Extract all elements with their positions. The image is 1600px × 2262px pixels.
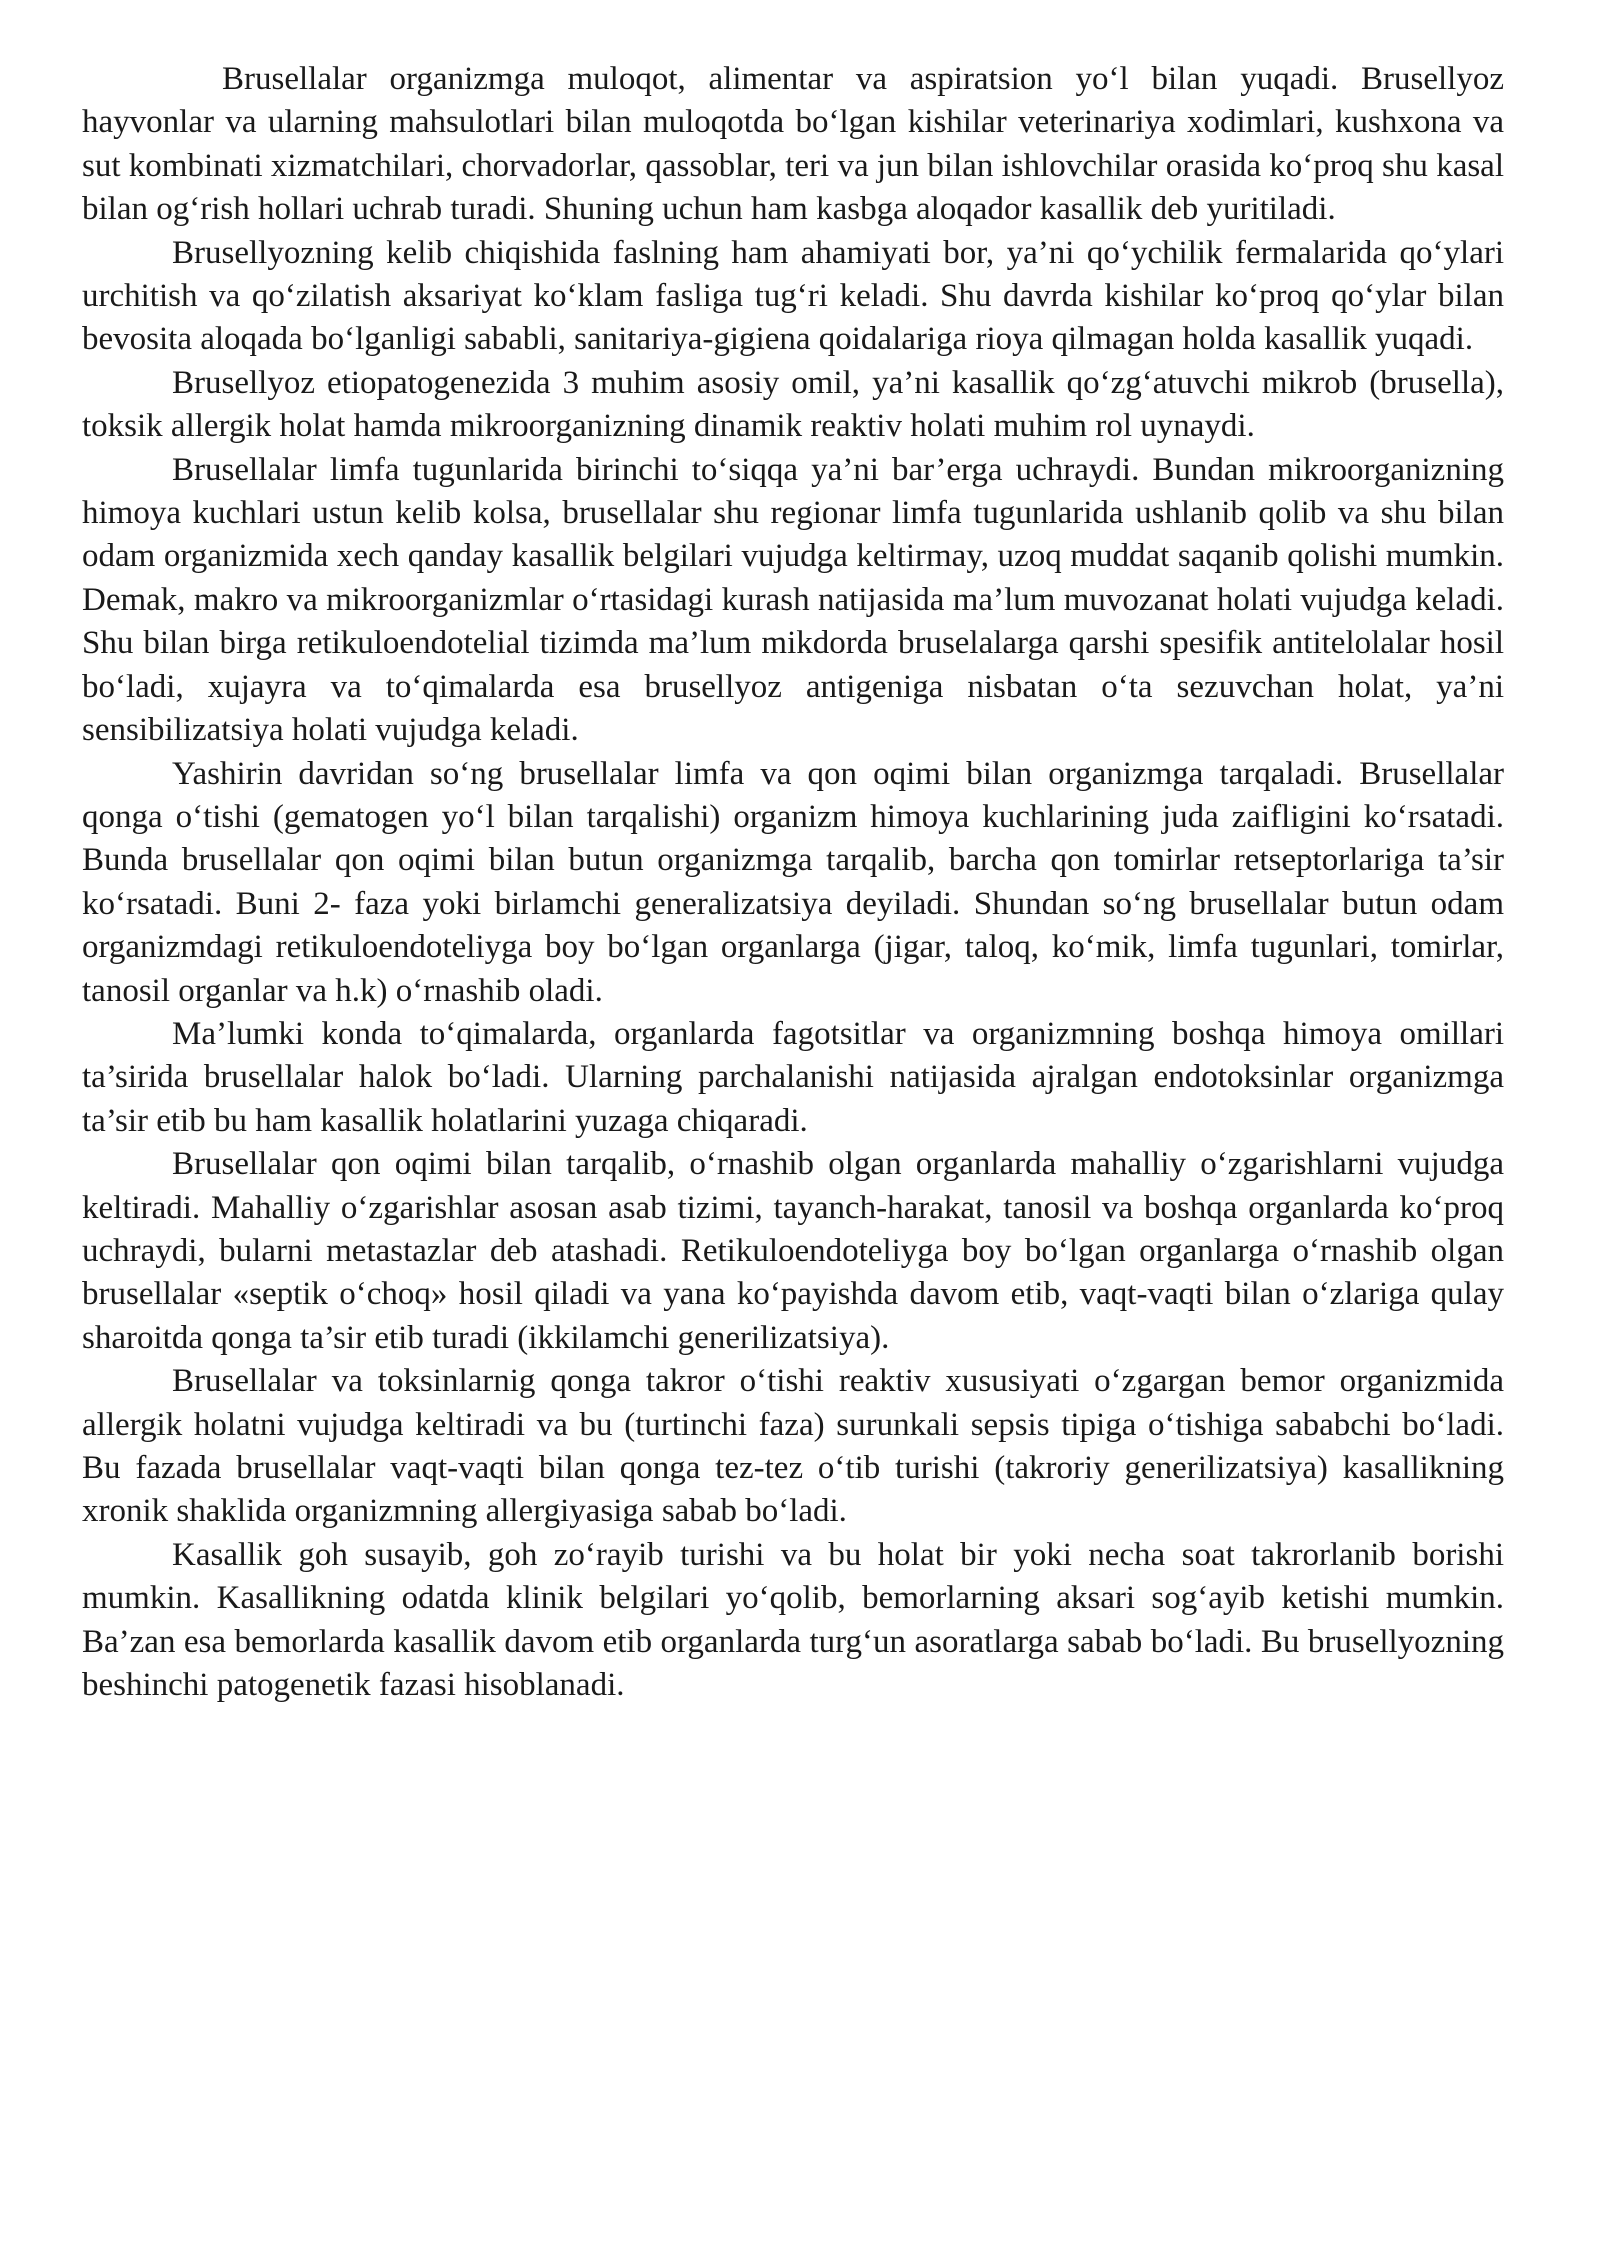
paragraph-seasonality: Brusellyozning kelib chiqishida faslning ham ahamiyati bor, ya’ni qo‘ychilik fermalarida qo‘ylari urchitish va qo‘zilatish aksariyat ko‘klam fasliga tug‘ri keladi. Shu davrda kishilar ko‘proq qo‘ylar bilan bevosita aloqada bo‘lganligi sababli, sanitariya-gigiena qoidalariga rioya qilmagan holda kasallik yuqadi.	[82, 234, 1504, 358]
paragraph-primary-generalization: Yashirin davridan so‘ng brusellalar limfa va qon oqimi bilan organizmga tarqaladi. Brusellalar qonga o‘tishi (gematogen yo‘l bilan tarqalishi) organizm himoya kuchlarining juda zaifligini ko‘rsatadi. Bunda brusellalar qon oqimi bilan butun organizmga tarqalib, barcha qon tomirlar retseptorlariga ta’sir ko‘rsatadi. Buni 2- faza yoki birlamchi generalizatsiya deyiladi. Shundan so‘ng brusellalar butun odam organizmdagi retikuloendoteliyga boy bo‘lgan organlarga (jigar, taloq, ko‘mik, limfa tugunlari, tomirlar, tanosil organlar va h.k) o‘rnashib oladi.	[82, 755, 1504, 1009]
paragraph-allergic-phase: Brusellalar va toksinlarnig qonga takror o‘tishi reaktiv xususiyati o‘zgargan bemor organizmida allergik holatni vujudga keltiradi va bu (turtinchi faza) surunkali sepsis tipiga o‘tishiga sababchi bo‘ladi. Bu fazada brusellalar vaqt-vaqti bilan qonga tez-tez o‘tib turishi (takroriy generilizatsiya) kasallikning xronik shaklida organizmning allergiyasiga sabab bo‘ladi.	[82, 1363, 1504, 1530]
paragraph-metastases: Brusellalar qon oqimi bilan tarqalib, o‘rnashib olgan organlarda mahalliy o‘zgarishlarni vujudga keltiradi. Mahalliy o‘zgarishlar asosan asab tizimi, tayanch-harakat, tanosil va boshqa organlarda ko‘proq uchraydi, bularni metastazlar deb atashadi. Retikuloendoteliyga boy bo‘lgan organlarga o‘rnashib olgan brusellalar «septik o‘choq» hosil qiladi va yana ko‘payishda davom etib, vaqt-vaqti bilan o‘zlariga qulay sharoitda qonga ta’sir etib turadi (ikkilamchi generilizatsiya).	[82, 1146, 1504, 1356]
paragraph-lymph-barrier: Brusellalar limfa tugunlarida birinchi to‘siqqa ya’ni bar’erga uchraydi. Bundan mikroorganizning himoya kuchlari ustun kelib kolsa, brusellalar shu regionar limfa tugunlarida ushlanib qolib va shu bilan odam organizmida xech qanday kasallik belgilari vujudga keltirmay, uzoq muddat saqanib qolishi mumkin. Demak, makro va mikroorganizmlar o‘rtasidagi kurash natijasida ma’lum muvozanat holati vujudga keladi. Shu bilan birga retikuloendotelial tizimda ma’lum mikdorda bruselalarga qarshi spesifik antitelolalar hosil bo‘ladi, xujayra va to‘qimalarda esa brusellyoz antigeniga nisbatan o‘ta sezuvchan holat, ya’ni sensibilizatsiya holati vujudga keladi.	[82, 451, 1504, 749]
paragraph-fifth-phase: Kasallik goh susayib, goh zo‘rayib turishi va bu holat bir yoki necha soat takrorlanib borishi mumkin. Kasallikning odatda klinik belgilari yo‘qolib, bemorlarning aksari sog‘ayib ketishi mumkin. Ba’zan esa bemorlarda kasallik davom etib organlarda turg‘un asoratlarga sabab bo‘ladi. Bu brusellyozning beshinchi patogenetik fazasi hisoblanadi.	[82, 1536, 1504, 1704]
paragraph-transmission: Brusellalar organizmga muloqot, alimentar va aspiratsion yo‘l bilan yuqadi. Brusellyoz hayvonlar va ularning mahsulotlari bilan muloqotda bo‘lgan kishilar veterinariya xodimlari, kushxona va sut kombinati xizmatchilari, chorvadorlar, qassoblar, teri va jun bilan ishlovchilar orasida ko‘proq shu kasal bilan og‘rish hollari uchrab turadi. Shuning uchun ham kasbga aloqador kasallik deb yuritiladi.	[82, 61, 1504, 228]
paragraph-etiopathogenesis: Brusellyoz etiopatogenezida 3 muhim asosiy omil, ya’ni kasallik qo‘zg‘atuvchi mikrob (brusella), toksik allergik holat hamda mikroorganizning dinamik reaktiv holati muhim rol uynaydi.	[82, 364, 1504, 445]
paragraph-endotoxins: Ma’lumki konda to‘qimalarda, organlarda fagotsitlar va organizmning boshqa himoya omillari ta’sirida brusellalar halok bo‘ladi. Ularning parchalanishi natijasida ajralgan endotoksinlar organizmga ta’sir etib bu ham kasallik holatlarini yuzaga chiqaradi.	[82, 1015, 1504, 1139]
